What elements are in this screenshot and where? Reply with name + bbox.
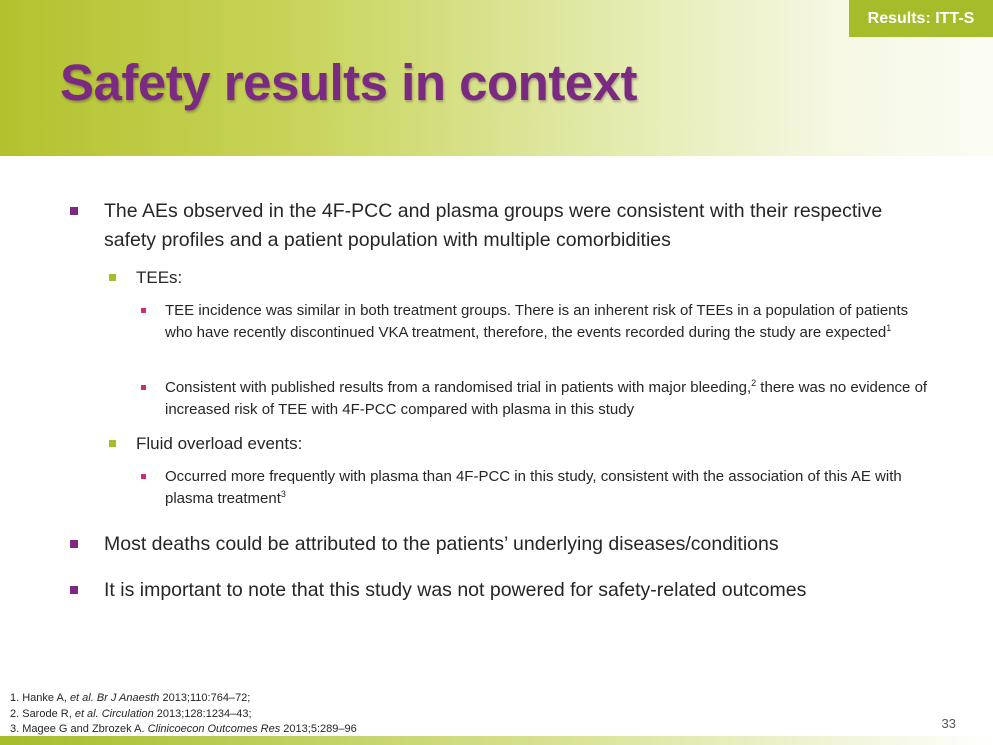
square-bullet-icon — [109, 274, 116, 281]
detail-text: TEE incidence was similar in both treatment groups. There is an inherent risk of TEEs in a population of patients who have recently discontinued VKA treatment, therefore, the events recorded during the study are expected — [165, 302, 909, 341]
section-tag: Results: ITT-S — [849, 0, 993, 37]
square-bullet-icon — [70, 207, 78, 215]
reference-citation: 2013;5:289–96 — [280, 723, 357, 735]
bullet-deaths — [104, 530, 924, 559]
reference-journal: et al. Circulation — [74, 707, 154, 720]
square-bullet-icon — [70, 540, 78, 548]
detail-bullet-published-results — [165, 377, 930, 421]
citation-superscript: 2 — [751, 378, 757, 388]
bullet-text: The AEs observed in the 4F-PCC and plasma groups were consistent with their respective safety profiles and a patient population with multiple comorbidities — [104, 200, 883, 251]
detail-bullet-tee-incidence — [165, 300, 930, 344]
footer-bar — [0, 736, 993, 745]
reference-author: 1. Hanke A, — [10, 692, 70, 704]
square-bullet-icon — [109, 440, 116, 447]
reference-author: 2. Sarode R, — [10, 707, 75, 720]
sub-bullet-tees — [136, 265, 916, 291]
references — [10, 691, 357, 738]
reference-item — [10, 691, 357, 707]
bullet-not-powered — [104, 576, 924, 605]
sub-bullet-label: TEEs: — [136, 268, 183, 287]
detail-text-continued: there was no evidence of increased risk of TEE with 4F-PCC compared with plasma in this study — [165, 379, 928, 418]
reference-citation: 2013;110:764–72; — [159, 692, 251, 704]
reference-author: 3. Magee G and Zbrozek A. — [10, 723, 148, 735]
citation-superscript: 1 — [886, 323, 892, 333]
detail-text: Consistent with published results from a randomised trial in patients with major bleeding, — [165, 379, 752, 396]
reference-citation: 2013;128:1234–43; — [153, 707, 252, 720]
slide-title: Safety results in context — [60, 54, 638, 111]
citation-superscript: 3 — [280, 489, 286, 499]
bullet-text: Most deaths could be attributed to the patients’ underlying diseases/conditions — [104, 533, 779, 555]
square-bullet-icon — [141, 474, 146, 479]
bullet-ae-consistency — [104, 197, 924, 255]
square-bullet-icon — [70, 586, 78, 594]
bullet-text: It is important to note that this study was not powered for safety-related outcomes — [104, 579, 807, 601]
page-number: 33 — [941, 716, 956, 731]
sub-bullet-label: Fluid overload events: — [136, 434, 303, 453]
detail-bullet-fluid-frequency — [165, 466, 930, 510]
sub-bullet-fluid-overload — [136, 431, 916, 457]
square-bullet-icon — [141, 308, 146, 313]
detail-text: Occurred more frequently with plasma than 4F-PCC in this study, consistent with the association of this AE with plasma treatment — [165, 468, 902, 507]
reference-item — [10, 707, 357, 723]
reference-journal: et al. Br J Anaesth — [69, 692, 160, 704]
square-bullet-icon — [141, 385, 146, 390]
reference-journal: Clinicoecon Outcomes Res — [147, 723, 281, 735]
